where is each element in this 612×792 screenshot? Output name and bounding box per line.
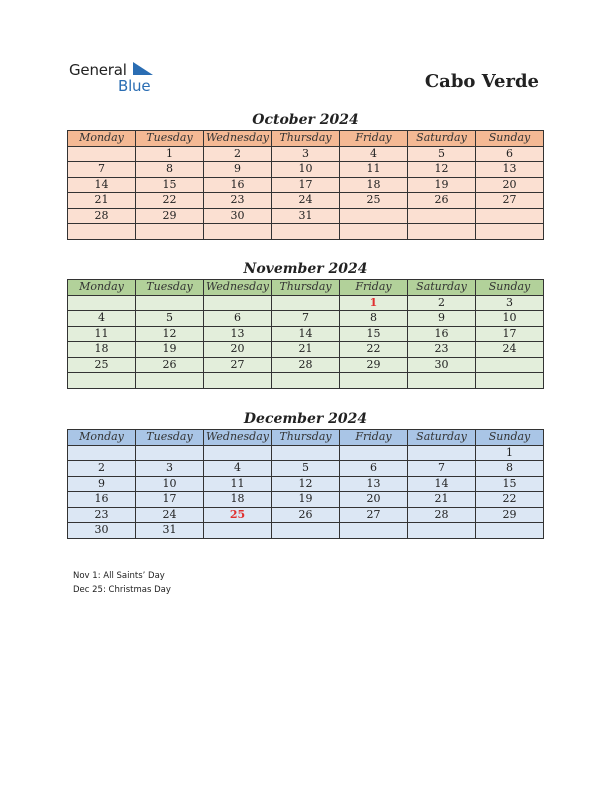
empty-day-cell bbox=[68, 295, 136, 311]
empty-day-cell bbox=[136, 445, 204, 461]
month-title: December 2024 bbox=[243, 411, 368, 427]
day-cell: 24 bbox=[476, 342, 544, 358]
day-cell: 20 bbox=[204, 342, 272, 358]
weekday-header: Sunday bbox=[476, 131, 544, 147]
weekday-header: Sunday bbox=[476, 430, 544, 446]
day-cell: 15 bbox=[476, 476, 544, 492]
day-cell: 4 bbox=[340, 146, 408, 162]
week-row bbox=[68, 476, 544, 492]
empty-day-cell bbox=[408, 523, 476, 539]
day-cell: 4 bbox=[68, 311, 136, 327]
day-cell: 30 bbox=[204, 208, 272, 224]
empty-day-cell bbox=[204, 224, 272, 240]
weekday-header: Tuesday bbox=[136, 430, 204, 446]
weekday-header-row bbox=[68, 131, 544, 147]
day-cell: 3 bbox=[136, 461, 204, 477]
weekday-header: Tuesday bbox=[136, 280, 204, 296]
week-row bbox=[68, 193, 544, 209]
day-cell: 9 bbox=[204, 162, 272, 178]
empty-day-cell bbox=[204, 373, 272, 389]
day-cell: 13 bbox=[340, 476, 408, 492]
general-blue-logo bbox=[69, 61, 169, 97]
week-row bbox=[68, 357, 544, 373]
week-row bbox=[68, 373, 544, 389]
week-row bbox=[68, 177, 544, 193]
logo-word-general: General bbox=[69, 61, 127, 79]
day-cell: 8 bbox=[476, 461, 544, 477]
day-cell: 3 bbox=[476, 295, 544, 311]
day-cell: 17 bbox=[136, 492, 204, 508]
week-row bbox=[68, 445, 544, 461]
week-row bbox=[68, 224, 544, 240]
empty-day-cell bbox=[476, 357, 544, 373]
empty-day-cell bbox=[272, 295, 340, 311]
empty-day-cell bbox=[408, 208, 476, 224]
day-cell: 20 bbox=[476, 177, 544, 193]
empty-day-cell bbox=[476, 523, 544, 539]
empty-day-cell bbox=[272, 224, 340, 240]
day-cell: 29 bbox=[476, 507, 544, 523]
day-cell: 9 bbox=[68, 476, 136, 492]
week-row bbox=[68, 146, 544, 162]
empty-day-cell bbox=[204, 445, 272, 461]
weekday-header: Wednesday bbox=[204, 430, 272, 446]
day-cell: 5 bbox=[136, 311, 204, 327]
day-cell: 10 bbox=[136, 476, 204, 492]
weekday-header: Monday bbox=[68, 131, 136, 147]
day-cell: 21 bbox=[68, 193, 136, 209]
day-cell: 11 bbox=[340, 162, 408, 178]
day-cell: 27 bbox=[476, 193, 544, 209]
day-cell: 13 bbox=[204, 326, 272, 342]
day-cell: 17 bbox=[476, 326, 544, 342]
day-cell: 11 bbox=[204, 476, 272, 492]
day-cell: 13 bbox=[476, 162, 544, 178]
day-cell: 18 bbox=[340, 177, 408, 193]
week-row bbox=[68, 492, 544, 508]
day-cell: 25 bbox=[68, 357, 136, 373]
day-cell: 7 bbox=[408, 461, 476, 477]
day-cell: 2 bbox=[204, 146, 272, 162]
day-cell: 18 bbox=[68, 342, 136, 358]
day-cell: 17 bbox=[272, 177, 340, 193]
month-november bbox=[67, 260, 544, 389]
weekday-header: Friday bbox=[340, 280, 408, 296]
day-cell: 6 bbox=[204, 311, 272, 327]
month-december bbox=[67, 410, 544, 539]
day-cell: 27 bbox=[340, 507, 408, 523]
day-cell: 5 bbox=[408, 146, 476, 162]
day-cell: 6 bbox=[476, 146, 544, 162]
empty-day-cell bbox=[68, 224, 136, 240]
logo-word-blue: Blue bbox=[118, 77, 151, 95]
week-row bbox=[68, 208, 544, 224]
holiday-day-cell: 25 bbox=[204, 507, 272, 523]
week-row bbox=[68, 507, 544, 523]
day-cell: 14 bbox=[272, 326, 340, 342]
day-cell: 19 bbox=[408, 177, 476, 193]
weekday-header: Friday bbox=[340, 430, 408, 446]
day-cell: 29 bbox=[340, 357, 408, 373]
week-row bbox=[68, 295, 544, 311]
empty-day-cell bbox=[476, 208, 544, 224]
day-cell: 1 bbox=[136, 146, 204, 162]
day-cell: 24 bbox=[272, 193, 340, 209]
day-cell: 15 bbox=[340, 326, 408, 342]
empty-day-cell bbox=[408, 224, 476, 240]
empty-day-cell bbox=[272, 373, 340, 389]
day-cell: 12 bbox=[408, 162, 476, 178]
holiday-day-cell: 1 bbox=[340, 295, 408, 311]
week-row bbox=[68, 461, 544, 477]
day-cell: 28 bbox=[68, 208, 136, 224]
day-cell: 4 bbox=[204, 461, 272, 477]
day-cell: 7 bbox=[68, 162, 136, 178]
day-cell: 11 bbox=[68, 326, 136, 342]
day-cell: 14 bbox=[408, 476, 476, 492]
empty-day-cell bbox=[68, 445, 136, 461]
day-cell: 26 bbox=[408, 193, 476, 209]
day-cell: 23 bbox=[68, 507, 136, 523]
week-row bbox=[68, 342, 544, 358]
day-cell: 12 bbox=[136, 326, 204, 342]
empty-day-cell bbox=[340, 445, 408, 461]
day-cell: 23 bbox=[408, 342, 476, 358]
day-cell: 19 bbox=[136, 342, 204, 358]
empty-day-cell bbox=[272, 523, 340, 539]
empty-day-cell bbox=[68, 146, 136, 162]
month-october bbox=[67, 111, 544, 240]
day-cell: 9 bbox=[408, 311, 476, 327]
day-cell: 21 bbox=[408, 492, 476, 508]
empty-day-cell bbox=[136, 295, 204, 311]
month-title: October 2024 bbox=[252, 112, 359, 128]
logo-flag-icon bbox=[133, 62, 153, 78]
day-cell: 20 bbox=[340, 492, 408, 508]
day-cell: 28 bbox=[408, 507, 476, 523]
empty-day-cell bbox=[476, 224, 544, 240]
day-cell: 8 bbox=[340, 311, 408, 327]
day-cell: 31 bbox=[272, 208, 340, 224]
empty-day-cell bbox=[204, 523, 272, 539]
weekday-header-row bbox=[68, 430, 544, 446]
weekday-header: Thursday bbox=[272, 131, 340, 147]
weekday-header-row bbox=[68, 280, 544, 296]
empty-day-cell bbox=[408, 373, 476, 389]
empty-day-cell bbox=[340, 373, 408, 389]
day-cell: 30 bbox=[408, 357, 476, 373]
empty-day-cell bbox=[408, 445, 476, 461]
day-cell: 16 bbox=[68, 492, 136, 508]
day-cell: 22 bbox=[340, 342, 408, 358]
weekday-header: Friday bbox=[340, 131, 408, 147]
empty-day-cell bbox=[136, 373, 204, 389]
week-row bbox=[68, 162, 544, 178]
day-cell: 26 bbox=[272, 507, 340, 523]
empty-day-cell bbox=[272, 445, 340, 461]
empty-day-cell bbox=[340, 224, 408, 240]
calendar-table bbox=[67, 279, 544, 389]
calendar-table bbox=[67, 429, 544, 539]
day-cell: 30 bbox=[68, 523, 136, 539]
day-cell: 23 bbox=[204, 193, 272, 209]
day-cell: 2 bbox=[408, 295, 476, 311]
day-cell: 6 bbox=[340, 461, 408, 477]
day-cell: 16 bbox=[408, 326, 476, 342]
calendar-table bbox=[67, 130, 544, 240]
day-cell: 25 bbox=[340, 193, 408, 209]
day-cell: 18 bbox=[204, 492, 272, 508]
day-cell: 10 bbox=[476, 311, 544, 327]
empty-day-cell bbox=[476, 373, 544, 389]
day-cell: 28 bbox=[272, 357, 340, 373]
day-cell: 15 bbox=[136, 177, 204, 193]
week-row bbox=[68, 326, 544, 342]
holiday-note: Nov 1: All Saints’ Day bbox=[73, 571, 165, 581]
day-cell: 8 bbox=[136, 162, 204, 178]
day-cell: 22 bbox=[136, 193, 204, 209]
day-cell: 3 bbox=[272, 146, 340, 162]
day-cell: 5 bbox=[272, 461, 340, 477]
day-cell: 16 bbox=[204, 177, 272, 193]
week-row bbox=[68, 311, 544, 327]
empty-day-cell bbox=[68, 373, 136, 389]
weekday-header: Wednesday bbox=[204, 131, 272, 147]
weekday-header: Saturday bbox=[408, 131, 476, 147]
day-cell: 7 bbox=[272, 311, 340, 327]
weekday-header: Thursday bbox=[272, 430, 340, 446]
weekday-header: Saturday bbox=[408, 430, 476, 446]
week-row bbox=[68, 523, 544, 539]
weekday-header: Saturday bbox=[408, 280, 476, 296]
day-cell: 31 bbox=[136, 523, 204, 539]
empty-day-cell bbox=[340, 208, 408, 224]
day-cell: 14 bbox=[68, 177, 136, 193]
weekday-header: Wednesday bbox=[204, 280, 272, 296]
day-cell: 29 bbox=[136, 208, 204, 224]
day-cell: 21 bbox=[272, 342, 340, 358]
day-cell: 10 bbox=[272, 162, 340, 178]
day-cell: 27 bbox=[204, 357, 272, 373]
empty-day-cell bbox=[136, 224, 204, 240]
holiday-note: Dec 25: Christmas Day bbox=[73, 585, 171, 595]
day-cell: 19 bbox=[272, 492, 340, 508]
day-cell: 2 bbox=[68, 461, 136, 477]
month-title: November 2024 bbox=[243, 261, 368, 277]
weekday-header: Thursday bbox=[272, 280, 340, 296]
weekday-header: Monday bbox=[68, 430, 136, 446]
day-cell: 12 bbox=[272, 476, 340, 492]
empty-day-cell bbox=[204, 295, 272, 311]
weekday-header: Tuesday bbox=[136, 131, 204, 147]
day-cell: 1 bbox=[476, 445, 544, 461]
weekday-header: Sunday bbox=[476, 280, 544, 296]
weekday-header: Monday bbox=[68, 280, 136, 296]
day-cell: 26 bbox=[136, 357, 204, 373]
empty-day-cell bbox=[340, 523, 408, 539]
holiday-notes bbox=[73, 569, 171, 597]
country-title: Cabo Verde bbox=[424, 71, 539, 92]
day-cell: 22 bbox=[476, 492, 544, 508]
day-cell: 24 bbox=[136, 507, 204, 523]
